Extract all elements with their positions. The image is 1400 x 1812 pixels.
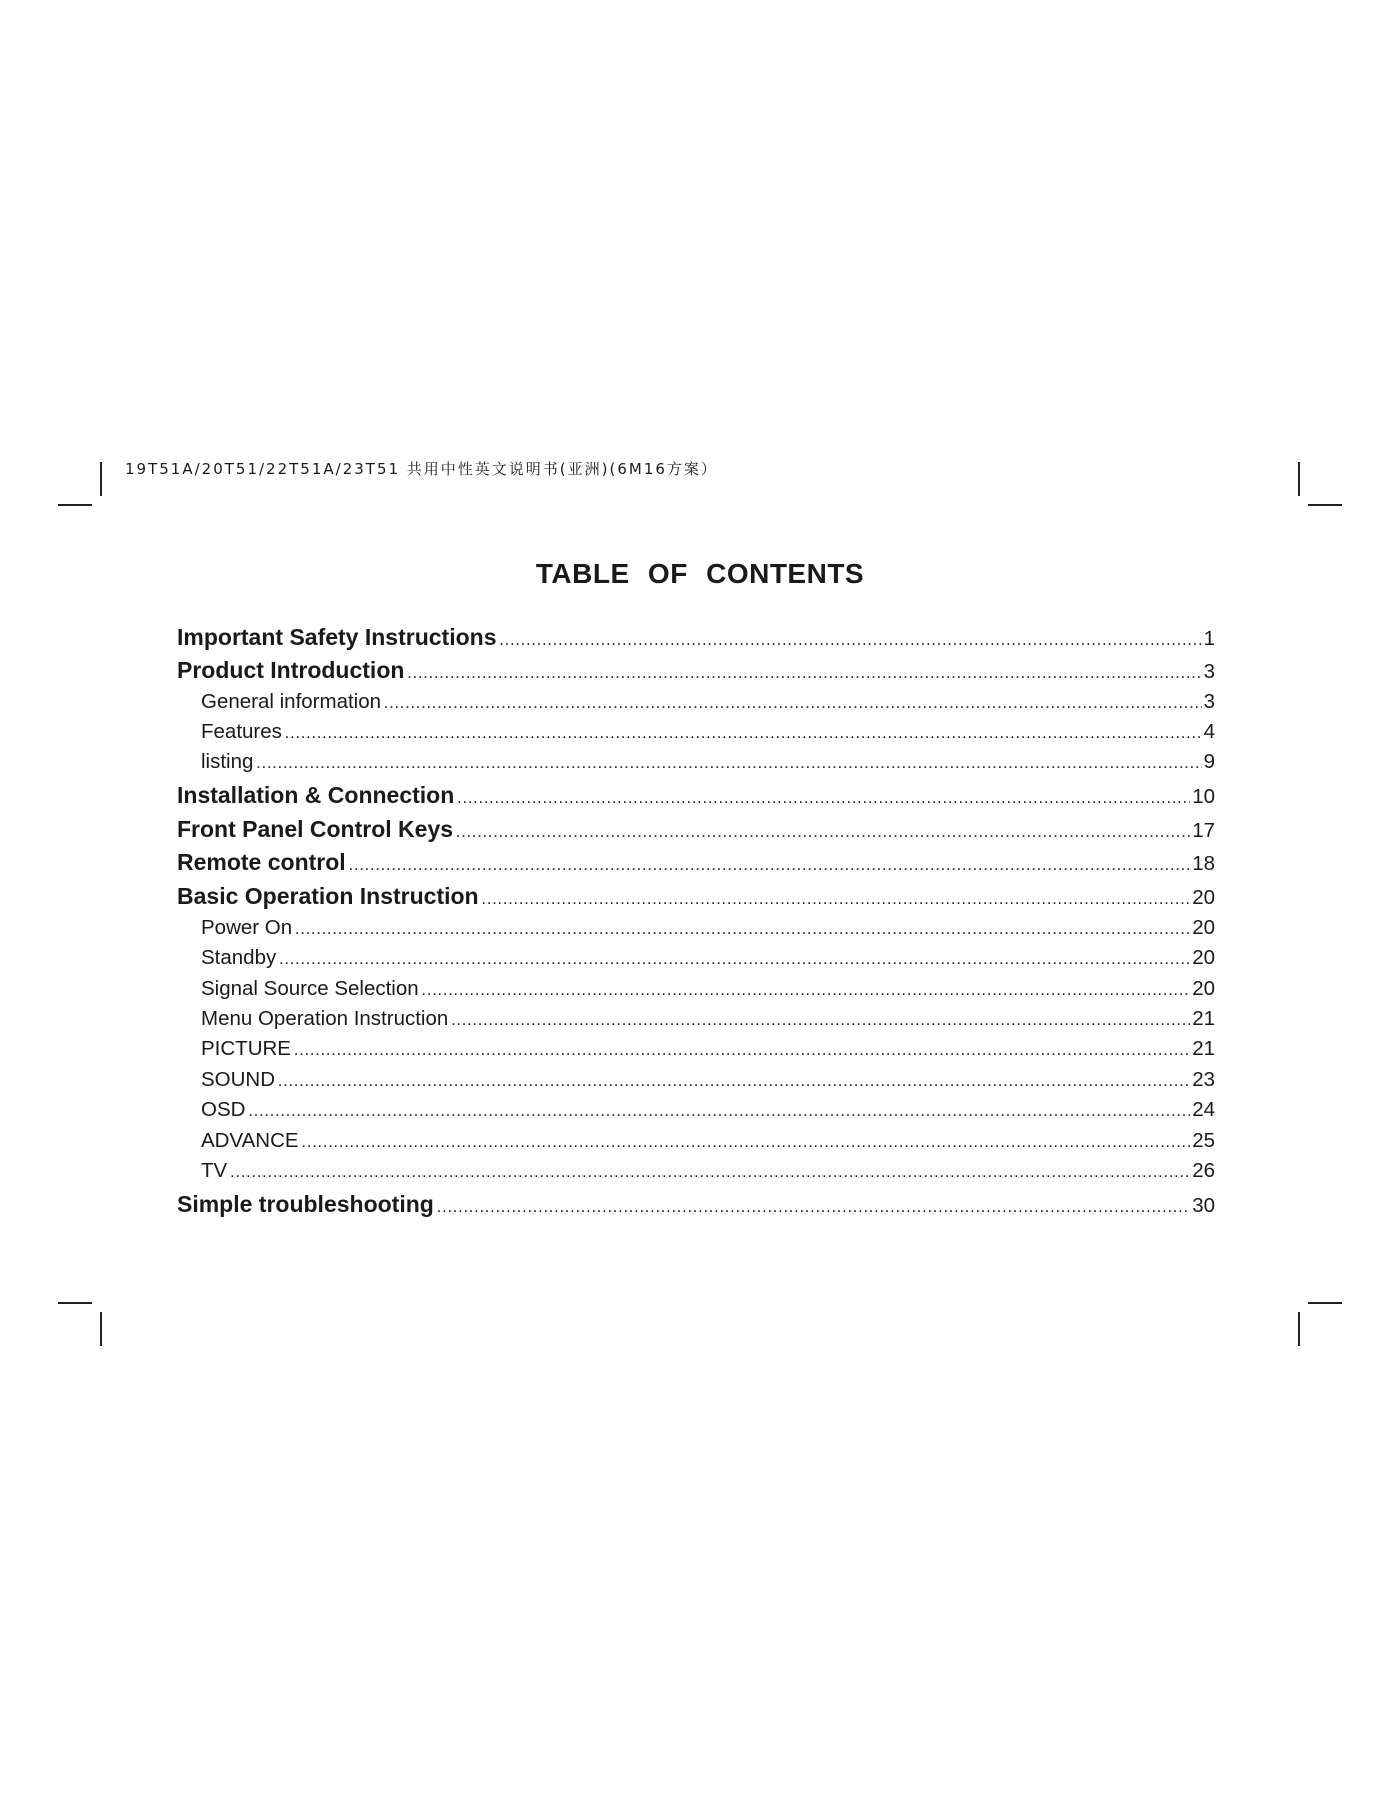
toc-title: TABLE OF CONTENTS <box>535 558 865 589</box>
toc-page-number: 21 <box>1192 1037 1215 1060</box>
toc-entry[interactable] <box>201 946 1215 970</box>
crop-mark-top-left-horizontal <box>58 504 92 506</box>
toc-entry[interactable] <box>201 1129 1215 1153</box>
toc-entry[interactable] <box>201 690 1215 714</box>
toc-page-number: 10 <box>1192 785 1215 808</box>
toc-entry[interactable] <box>177 849 1215 876</box>
toc-dot-leader <box>293 1040 1190 1060</box>
toc-dot-leader <box>406 663 1201 683</box>
toc-entry[interactable] <box>201 1037 1215 1061</box>
toc-dot-leader <box>284 723 1202 743</box>
toc-dot-leader <box>421 980 1191 1000</box>
toc-dot-leader <box>247 1101 1190 1121</box>
toc-dot-leader <box>294 919 1190 939</box>
toc-page-number: 1 <box>1203 627 1215 650</box>
toc-entry[interactable] <box>201 977 1215 1001</box>
toc-dot-leader <box>348 855 1191 875</box>
crop-mark-top-right-vertical <box>1298 462 1300 496</box>
toc-dot-leader <box>255 753 1201 773</box>
toc-entry[interactable] <box>201 720 1215 744</box>
toc-page-number: 3 <box>1203 690 1215 713</box>
toc-dot-leader <box>301 1132 1191 1152</box>
crop-mark-bottom-right-horizontal <box>1308 1302 1342 1304</box>
toc-entry-label: Product Introduction <box>177 657 405 683</box>
toc-entry[interactable] <box>177 1191 1215 1218</box>
toc-page-number: 17 <box>1192 819 1215 842</box>
toc-dot-leader <box>436 1197 1190 1217</box>
toc-entry[interactable] <box>177 816 1215 843</box>
toc-entry-label: PICTURE <box>201 1037 291 1060</box>
toc-entry-label: Remote control <box>177 849 346 875</box>
toc-entry[interactable] <box>201 1007 1215 1031</box>
toc-page-number: 18 <box>1192 852 1215 875</box>
toc-page-number: 20 <box>1192 886 1215 909</box>
toc-page-number: 23 <box>1192 1068 1215 1091</box>
toc-entry[interactable] <box>201 916 1215 940</box>
toc-entry-label: ADVANCE <box>201 1129 299 1152</box>
toc-page-number: 25 <box>1192 1129 1215 1152</box>
toc-entry[interactable] <box>177 782 1215 809</box>
toc-entry[interactable] <box>177 624 1215 651</box>
toc-dot-leader <box>481 889 1191 909</box>
toc-dot-leader <box>456 788 1190 808</box>
toc-page-number: 21 <box>1192 1007 1215 1030</box>
toc-entry[interactable] <box>201 1068 1215 1092</box>
print-header: 19T51A/20T51/22T51A/23T51 共用中性英文说明书(亚洲)(6M16方案） <box>125 460 718 478</box>
crop-mark-top-left-vertical <box>100 462 102 496</box>
toc-dot-leader <box>450 1010 1190 1030</box>
toc-entry-label: Important Safety Instructions <box>177 624 497 650</box>
toc-page-number: 3 <box>1203 660 1215 683</box>
toc-entry-label: listing <box>201 750 254 773</box>
toc-entry[interactable] <box>201 1098 1215 1122</box>
crop-mark-top-right-horizontal <box>1308 504 1342 506</box>
toc-entry-label: Power On <box>201 916 293 939</box>
toc-page-number: 26 <box>1192 1159 1215 1182</box>
toc-entry-label: Simple troubleshooting <box>177 1191 434 1217</box>
toc-page-number: 24 <box>1192 1098 1215 1121</box>
toc-page-number: 9 <box>1203 750 1215 773</box>
crop-mark-bottom-left-vertical <box>100 1312 102 1346</box>
toc-entry-label: OSD <box>201 1098 246 1121</box>
toc-dot-leader <box>278 949 1190 969</box>
toc-entry-label: Installation & Connection <box>177 782 455 808</box>
toc-entry[interactable] <box>177 883 1215 910</box>
toc-page-number: 20 <box>1192 977 1215 1000</box>
toc-entry-label: General information <box>201 690 382 713</box>
toc-entry-label: Standby <box>201 946 277 969</box>
toc-page-number: 20 <box>1192 946 1215 969</box>
toc-entry-label: SOUND <box>201 1068 276 1091</box>
toc-entry-label: TV <box>201 1159 228 1182</box>
crop-mark-bottom-right-vertical <box>1298 1312 1300 1346</box>
toc-entry[interactable] <box>201 1159 1215 1183</box>
toc-entry[interactable] <box>177 657 1215 684</box>
toc-dot-leader <box>455 822 1190 842</box>
toc-page-number: 30 <box>1192 1194 1215 1217</box>
toc-entry-label: Menu Operation Instruction <box>201 1007 449 1030</box>
toc-dot-leader <box>229 1162 1190 1182</box>
toc-entry[interactable] <box>201 750 1215 774</box>
toc-page-number: 4 <box>1203 720 1215 743</box>
toc-entry-label: Basic Operation Instruction <box>177 883 479 909</box>
toc-dot-leader <box>383 693 1202 713</box>
crop-mark-bottom-left-horizontal <box>58 1302 92 1304</box>
toc-dot-leader <box>277 1071 1190 1091</box>
toc-dot-leader <box>498 630 1201 650</box>
toc-entry-label: Signal Source Selection <box>201 977 419 1000</box>
toc-entry-label: Features <box>201 720 282 743</box>
toc-entry-label: Front Panel Control Keys <box>177 816 454 842</box>
toc-page-number: 20 <box>1192 916 1215 939</box>
